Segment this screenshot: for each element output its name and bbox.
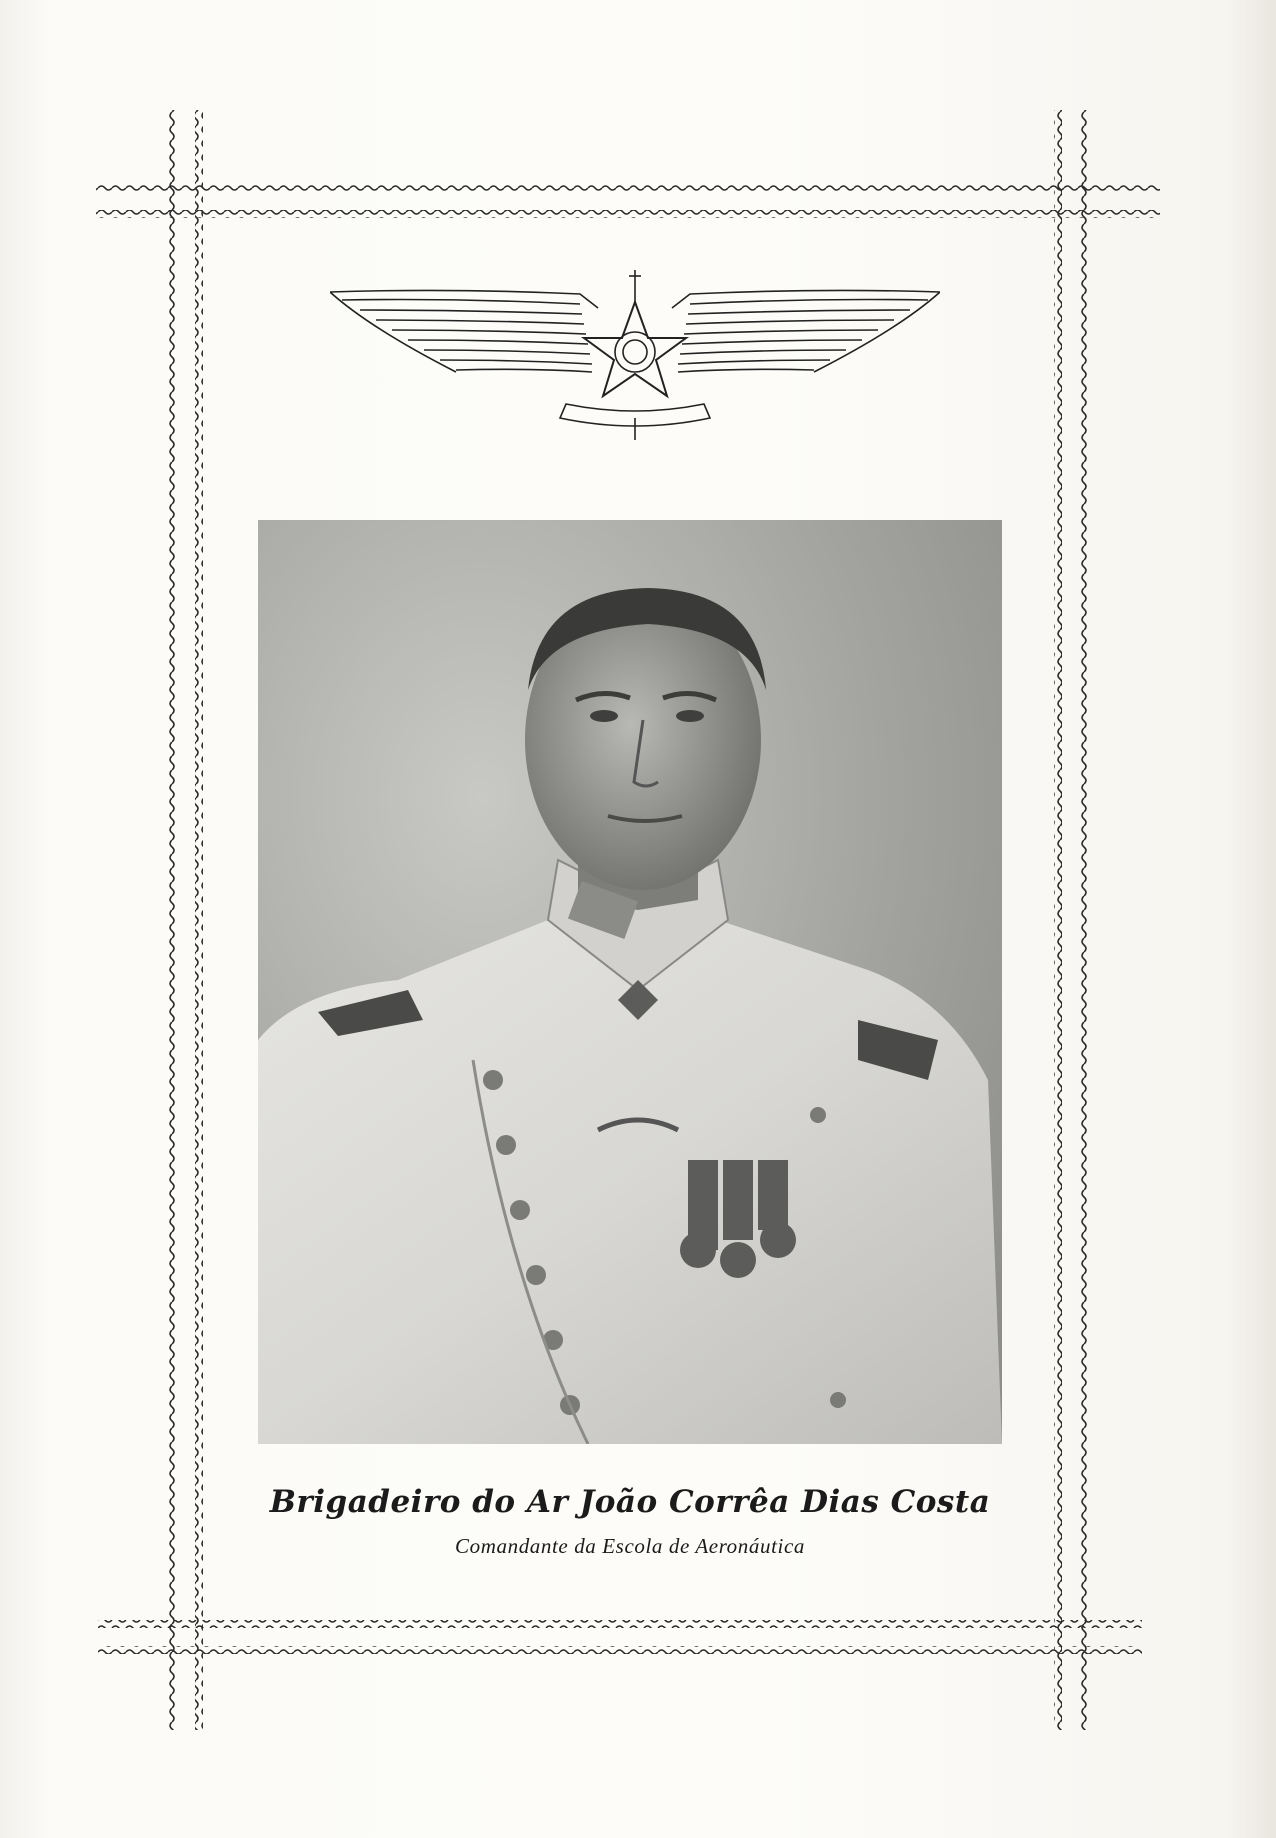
portrait-name: Brigadeiro do Ar João Corrêa Dias Costa: [269, 1484, 991, 1520]
winged-star-insignia-icon: [330, 268, 940, 444]
portrait-photo: [258, 520, 1002, 1444]
portrait-title: Comandante da Escola de Aeronáutica: [455, 1534, 805, 1558]
